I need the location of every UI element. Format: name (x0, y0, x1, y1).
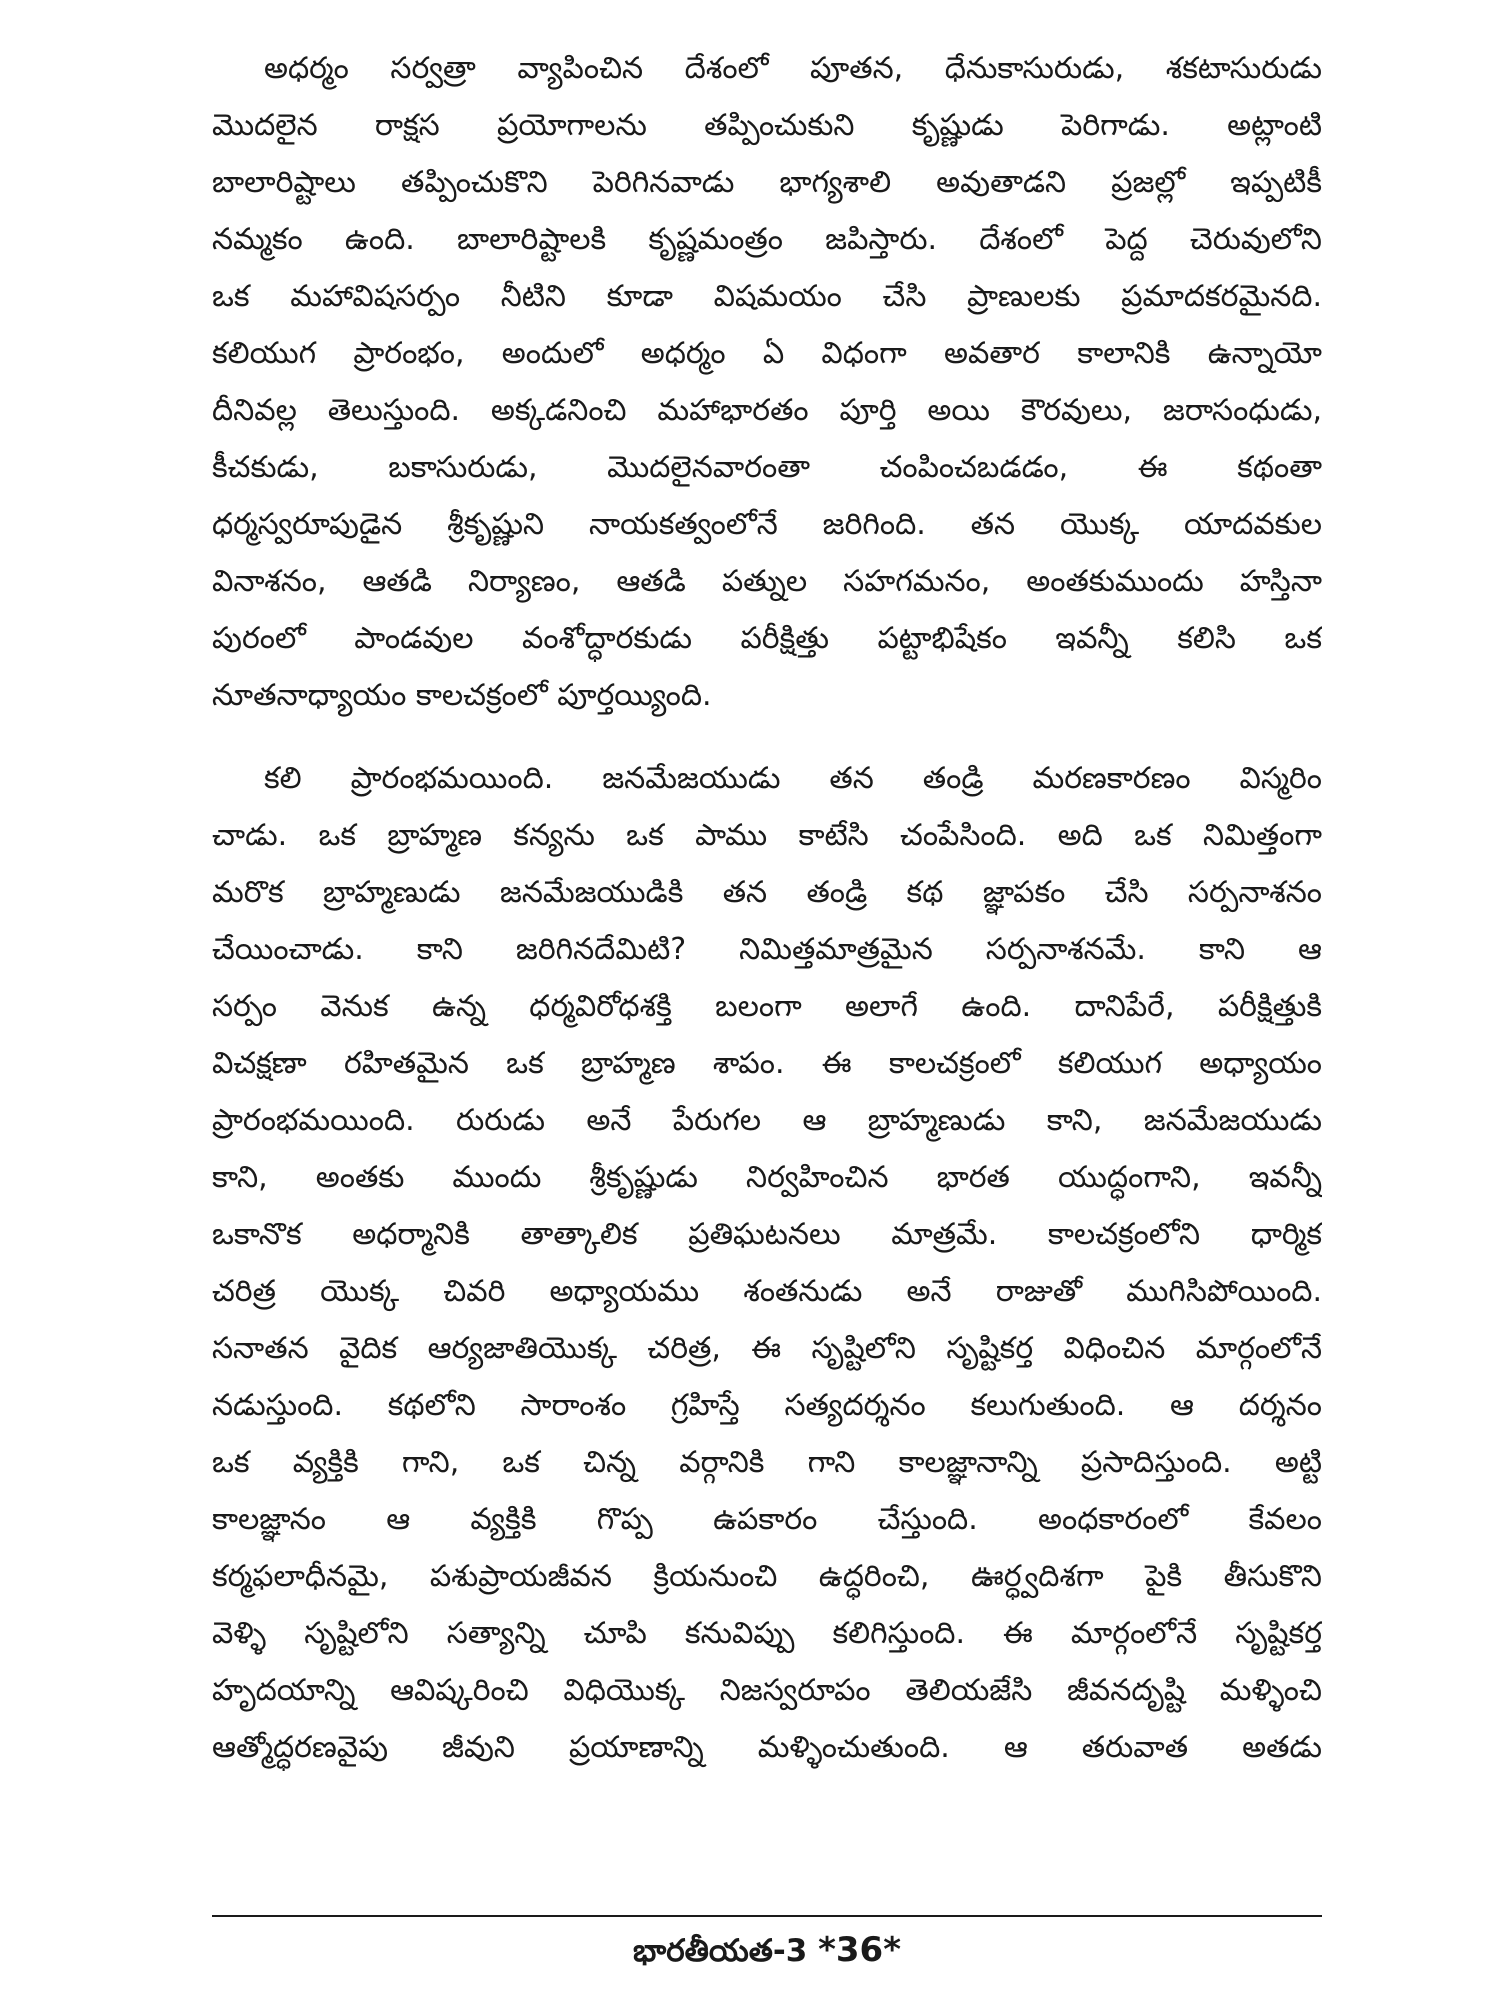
body-text (212, 40, 1322, 1776)
text-line: కీచకుడు, బకాసురుడు, మొదలైనవారంతా చంపించబడడం, ఈ కథంతా (212, 450, 1322, 485)
text-line: బాలారిష్టాలు తప్పించుకొని పెరిగినవాడు భాగ్యశాలి అవుతాడని ప్రజల్లో ఇప్పటికీ (212, 165, 1322, 200)
text-line: హృదయాన్ని ఆవిష్కరించి విధియొక్క నిజస్వరూపం తెలియజేసి జీవనదృష్టి మళ్ళించి (212, 1673, 1322, 1708)
text-line: వెళ్ళి సృష్టిలోని సత్యాన్ని చూపి కనువిప్పు కలిగిస్తుంది. ఈ మార్గంలోనే సృష్టికర్త (212, 1616, 1322, 1651)
text-line: ఒక మహావిషసర్పం నీటిని కూడా విషమయం చేసి ప్రాణులకు ప్రమాదకరమైనది. (212, 279, 1322, 314)
text-line: దీనివల్ల తెలుస్తుంది. అక్కడనించి మహాభారతం పూర్తి అయి కౌరవులు, జరాసంధుడు, (212, 393, 1322, 428)
text-line: అధర్మం సర్వత్రా వ్యాపించిన దేశంలో పూతన, ధేనుకాసురుడు, శకటాసురుడు (264, 51, 1322, 86)
page-footer (212, 1925, 1322, 1976)
paragraph-2 (212, 750, 1322, 1776)
text-line: విచక్షణా రహితమైన ఒక బ్రాహ్మణ శాపం. ఈ కాలచక్రంలో కలియుగ అధ్యాయం (212, 1046, 1322, 1081)
text-line: ధర్మస్వరూపుడైన శ్రీకృష్ణుని నాయకత్వంలోనే జరిగింది. తన యొక్క యాదవకుల (212, 507, 1322, 542)
paragraph-1 (212, 40, 1322, 724)
footer-rule (212, 1915, 1322, 1917)
text-line: కలియుగ ప్రారంభం, అందులో అధర్మం ఏ విధంగా అవతార కాలానికి ఉన్నాయో (212, 336, 1322, 371)
text-line: కాని, అంతకు ముందు శ్రీకృష్ణుడు నిర్వహించిన భారత యుద్ధంగాని, ఇవన్నీ (212, 1160, 1322, 1195)
text-line: ఒకానొక అధర్మానికి తాత్కాలిక ప్రతిఘటనలు మాత్రమే. కాలచక్రంలోని ధార్మిక (212, 1217, 1322, 1252)
text-line: చేయించాడు. కాని జరిగినదేమిటి? నిమిత్తమాత్రమైన సర్పనాశనమే. కాని ఆ (212, 932, 1322, 967)
text-line: ఒక వ్యక్తికి గాని, ఒక చిన్న వర్గానికి గాని కాలజ్ఞానాన్ని ప్రసాదిస్తుంది. అట్టి (212, 1445, 1322, 1480)
text-line: నమ్మకం ఉంది. బాలారిష్టాలకి కృష్ణమంత్రం జపిస్తారు. దేశంలో పెద్ద చెరువులోని (212, 222, 1322, 257)
footer-title: భారతీయత-3 (633, 1933, 808, 1969)
text-line: పురంలో పాండవుల వంశోద్ధారకుడు పరీక్షిత్తు పట్టాభిషేకం ఇవన్నీ కలిసి ఒక (212, 621, 1322, 656)
text-line: కర్మఫలాధీనమై, పశుప్రాయజీవన క్రియనుంచి ఉద్ధరించి, ఊర్ధ్వదిశగా పైకి తీసుకొని (212, 1559, 1322, 1594)
text-line: ప్రారంభమయింది. రురుడు అనే పేరుగల ఆ బ్రాహ్మణుడు కాని, జనమేజయుడు (212, 1103, 1322, 1138)
text-line: నూతనాధ్యాయం కాలచక్రంలో పూర్తయ్యింది. (212, 678, 712, 713)
text-line: కలి ప్రారంభమయింది. జనమేజయుడు తన తండ్రి మరణకారణం విస్మరిం (264, 761, 1322, 796)
page-number: *36* (818, 1930, 901, 1970)
text-line: వినాశనం, ఆతడి నిర్యాణం, ఆతడి పత్నుల సహగమనం, అంతకుముందు హస్తినా (212, 564, 1322, 599)
text-line: మొదలైన రాక్షస ప్రయోగాలను తప్పించుకుని కృష్ణుడు పెరిగాడు. అట్లాంటి (212, 108, 1322, 143)
paragraph-gap (212, 724, 1322, 750)
text-line: సనాతన వైదిక ఆర్యజాతియొక్క చరిత్ర, ఈ సృష్టిలోని సృష్టికర్త విధించిన మార్గంలోనే (212, 1331, 1322, 1366)
text-line: నడుస్తుంది. కథలోని సారాంశం గ్రహిస్తే సత్యదర్శనం కలుగుతుంది. ఆ దర్శనం (212, 1388, 1322, 1423)
text-line: చరిత్ర యొక్క చివరి అధ్యాయము శంతనుడు అనే రాజుతో ముగిసిపోయింది. (212, 1274, 1322, 1309)
text-line: మరొక బ్రాహ్మణుడు జనమేజయుడికి తన తండ్రి కథ జ్ఞాపకం చేసి సర్పనాశనం (212, 875, 1322, 910)
text-line: సర్పం వెనుక ఉన్న ధర్మవిరోధశక్తి బలంగా అలాగే ఉంది. దానిపేరే, పరీక్షిత్తుకి (212, 989, 1322, 1024)
text-line: చాడు. ఒక బ్రాహ్మణ కన్యను ఒక పాము కాటేసి చంపేసింది. అది ఒక నిమిత్తంగా (212, 818, 1322, 853)
text-line: కాలజ్ఞానం ఆ వ్యక్తికి గొప్ప ఉపకారం చేస్తుంది. అంధకారంలో కేవలం (212, 1502, 1322, 1537)
text-line: ఆత్మోద్ధరణవైపు జీవుని ప్రయాణాన్ని మళ్ళించుతుంది. ఆ తరువాత అతడు (212, 1730, 1322, 1765)
